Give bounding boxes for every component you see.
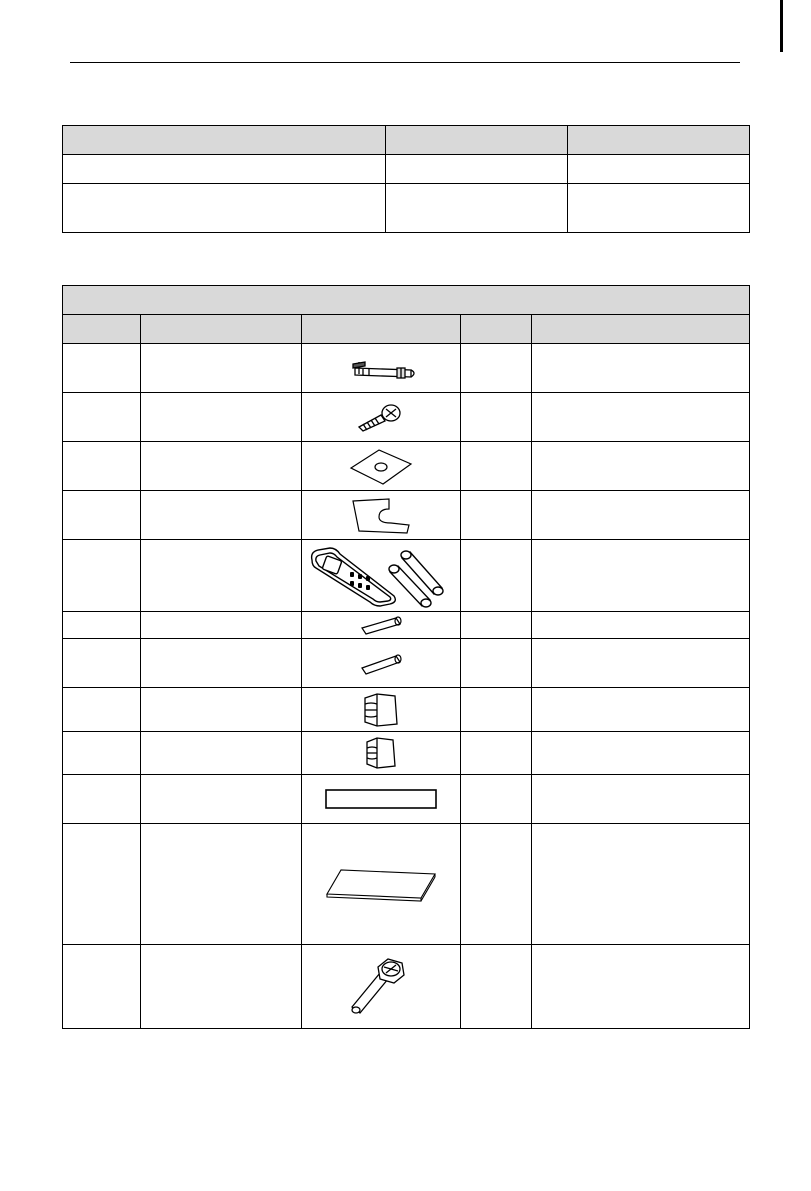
row-cell [461,393,532,442]
row-cell [532,775,750,824]
tapping-screw-icon [351,399,411,435]
row-image-cell [302,639,461,688]
summary-cell [386,184,568,233]
table-row [63,732,750,775]
row-cell [63,442,141,491]
tube-icon [356,648,406,678]
sponge-plate-icon [323,864,439,904]
table-row [63,775,750,824]
row-cell [63,639,141,688]
table-row [63,442,750,491]
row-image-cell [302,442,461,491]
table-row [63,344,750,393]
row-image-cell [302,824,461,945]
expansion-bolt-icon [341,352,421,384]
header-rule [70,62,740,63]
table-row [63,945,750,1029]
summary-cell [568,184,750,233]
row-cell [63,393,141,442]
column-header [302,315,461,344]
row-image-cell [302,732,461,775]
row-cell [532,732,750,775]
row-cell [461,775,532,824]
accessories-table-title [63,286,750,315]
row-cell [532,688,750,732]
summary-cell [63,184,386,233]
table-row [63,612,750,639]
column-header [63,315,141,344]
table-row [63,688,750,732]
table-row [63,393,750,442]
row-cell [532,945,750,1029]
summary-cell [386,155,568,184]
summary-cell [63,155,386,184]
table-row [63,491,750,540]
square-washer-icon [345,446,417,486]
row-image-cell [302,393,461,442]
column-header [461,315,532,344]
summary-header-cell [63,126,386,155]
row-cell [532,612,750,639]
row-image-cell [302,945,461,1029]
row-cell [141,824,302,945]
row-cell [141,945,302,1029]
notched-plate-icon [345,495,417,535]
row-cell [461,688,532,732]
row-cell [63,344,141,393]
summary-cell [568,155,750,184]
row-cell [63,612,141,639]
table-row [63,639,750,688]
row-cell [461,540,532,612]
row-cell [532,393,750,442]
row-cell [63,732,141,775]
label-strip-icon [323,787,439,811]
column-header [532,315,750,344]
row-cell [141,442,302,491]
row-cell [461,491,532,540]
row-cell [532,491,750,540]
summary-header-row [63,126,750,155]
row-cell [461,442,532,491]
row-cell [63,775,141,824]
drain-bolt-icon [346,955,416,1019]
accessories-table [62,285,750,1029]
row-cell [532,344,750,393]
row-cell [63,688,141,732]
summary-table [62,125,750,233]
row-image-cell [302,491,461,540]
row-image-cell [302,612,461,639]
row-image-cell [302,344,461,393]
row-cell [141,344,302,393]
row-cell [63,540,141,612]
row-cell [532,824,750,945]
row-cell [141,688,302,732]
summary-header-cell [386,126,568,155]
row-cell [461,824,532,945]
summary-row [63,155,750,184]
row-cell [63,945,141,1029]
small-nut-icon [361,734,401,772]
row-cell [461,639,532,688]
row-image-cell [302,540,461,612]
row-cell [461,732,532,775]
row-cell [141,393,302,442]
row-image-cell [302,775,461,824]
table-row [63,540,750,612]
row-cell [141,540,302,612]
row-cell [461,612,532,639]
page-edge-tab [780,0,783,52]
row-cell [461,344,532,393]
remote-controller-batteries-icon [306,544,456,608]
column-header [141,315,302,344]
row-image-cell [302,688,461,732]
row-cell [461,945,532,1029]
row-cell [532,442,750,491]
row-cell [532,639,750,688]
row-cell [63,824,141,945]
row-cell [141,612,302,639]
row-cell [141,775,302,824]
table-row [63,824,750,945]
summary-row [63,184,750,233]
row-cell [63,491,141,540]
short-tube-icon [356,614,406,636]
row-cell [141,732,302,775]
row-cell [141,491,302,540]
large-nut-icon [359,690,403,730]
accessories-header-row [63,315,750,344]
row-cell [532,540,750,612]
row-cell [141,639,302,688]
summary-header-cell [568,126,750,155]
